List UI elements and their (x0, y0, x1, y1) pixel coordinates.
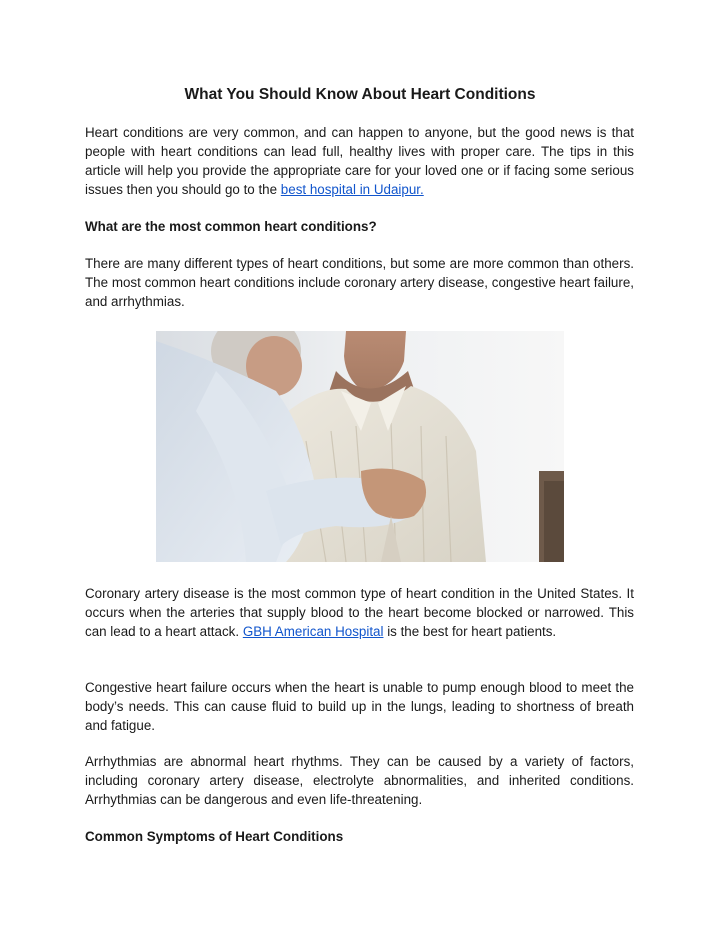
gbh-american-hospital-link[interactable]: GBH American Hospital (242, 624, 384, 639)
intro-paragraph (85, 123, 634, 199)
page-title: What You Should Know About Heart Conditions (184, 86, 536, 103)
heart-failure-paragraph: Congestive heart failure occurs when the heart is unable to pump enough blood to meet the body’s needs. This can cause fluid to build up in the lungs, leading to shortness of breath and fatigue. (85, 680, 634, 733)
coronary-artery-paragraph (85, 584, 634, 641)
common-conditions-paragraph: There are many different types of heart conditions, but some are more common than others. The most common heart conditions include coronary artery disease, congestive heart failure, and arrhythmias. (85, 256, 634, 309)
doctor-examining-patient-photo (156, 331, 564, 562)
coronary-artery-text: Coronary artery disease is the most common type of heart condition in the United States. It occurs when the arteries that supply blood to the heart become blocked or narrowed. This can lead to a heart attack. (85, 586, 634, 639)
section-heading-symptoms: Common Symptoms of Heart Conditions (85, 829, 344, 844)
best-hospital-link[interactable]: best hospital in Udaipur. (280, 182, 424, 197)
arrhythmias-paragraph: Arrhythmias are abnormal heart rhythms. They can be caused by a variety of factors, including coronary artery disease, electrolyte abnormalities, and inherited conditions. Arrhythmias can be dangerous and even life-threatening. (85, 754, 634, 807)
intro-text: Heart conditions are very common, and can happen to anyone, but the good news is that people with heart conditions can lead full, healthy lives with proper care. The tips in this article will help you provide the appropriate care for your loved one or if facing some serious issues then you should go to the (85, 125, 634, 197)
section-heading-common-conditions: What are the most common heart conditions? (85, 219, 377, 234)
coronary-artery-text-end: is the best for heart patients. (383, 624, 557, 639)
